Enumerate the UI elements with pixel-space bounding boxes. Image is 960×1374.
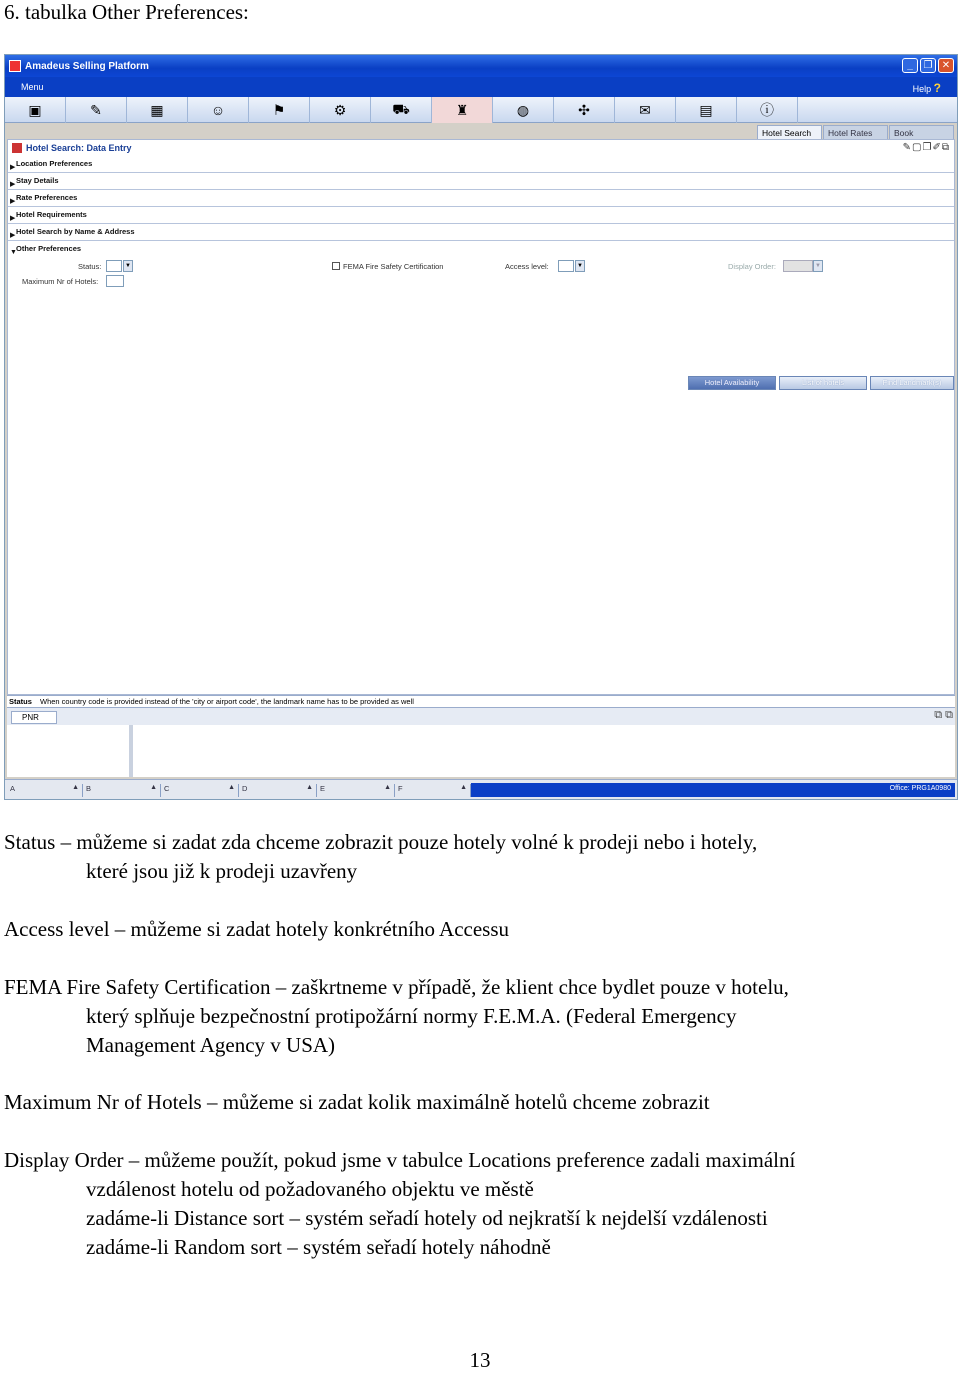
help-button[interactable]	[913, 81, 941, 95]
command-tab-label: D	[242, 784, 248, 793]
window-title: Amadeus Selling Platform	[25, 60, 149, 72]
help-question-icon: ?	[933, 81, 941, 95]
command-tab-label: E	[320, 784, 326, 793]
hotel-tabs	[757, 125, 954, 139]
wrench-icon[interactable]: ✐	[932, 142, 942, 153]
arrow-up-icon: ▲	[460, 784, 467, 791]
expand-window-icon[interactable]: ⧉	[945, 709, 953, 721]
arrow-up-icon: ▲	[306, 784, 313, 791]
close-icon[interactable]: ✕	[938, 58, 954, 73]
paragraph-line: který splňuje bezpečnostní protipožární normy F.E.M.A. (Federal Emergency	[86, 1004, 737, 1028]
command-tab-b[interactable]	[83, 784, 161, 797]
minimize-icon[interactable]: _	[902, 58, 918, 73]
paragraph-line: zadáme-li Random sort – systém seřadí hotely náhodně	[86, 1235, 551, 1259]
window-titlebar	[5, 55, 957, 77]
paragraph-line: FEMA Fire Safety Certification – zaškrtneme v případě, že klient chce bydlet pouze v hotelu,	[4, 975, 789, 999]
paragraph-line: Display Order – můžeme použít, pokud jsme v tabulce Locations preference zadali maximální	[4, 1148, 796, 1172]
menu-bar	[5, 77, 957, 97]
status-bar-label: Status	[9, 697, 32, 706]
find-landmarks-button[interactable]: Find Landmark(s)	[870, 376, 954, 390]
section-label: Location Preferences	[16, 159, 93, 168]
paragraph-line: Status – můžeme si zadat zda chceme zobrazit pouze hotely volné k prodeji nebo i hotely,	[4, 830, 758, 854]
hotel-search-panel	[7, 139, 955, 695]
notes-icon[interactable]: ✉	[615, 97, 676, 123]
puzzle-icon[interactable]: ✣	[554, 97, 615, 123]
list-of-hotels-button[interactable]: List of hotels	[779, 376, 867, 390]
status-label: Status:	[78, 262, 102, 271]
section-label: Other Preferences	[16, 244, 82, 253]
hotel-agent-icon[interactable]: ♜	[432, 97, 493, 123]
paragraph-status	[4, 828, 757, 886]
info-icon[interactable]: ⓘ	[737, 97, 798, 123]
section-rate-preferences[interactable]	[8, 190, 954, 207]
paragraph-line: vzdálenost hotelu od požadovaného objektu ve městě	[86, 1177, 534, 1201]
chevron-down-icon[interactable]: ▼	[813, 260, 823, 272]
status-bar	[7, 695, 955, 707]
booking-icon[interactable]: ⚑	[249, 97, 310, 123]
pnr-area	[7, 725, 955, 777]
status-dropdown[interactable]	[106, 260, 122, 272]
copy-icon[interactable]: ❐	[922, 142, 933, 153]
command-tab-a[interactable]	[7, 784, 83, 797]
arrow-up-icon: ▲	[150, 784, 157, 791]
new-window-icon[interactable]: ⧉	[941, 142, 950, 153]
tab-pnr[interactable]: PNR	[11, 711, 57, 724]
document-heading: 6. tabulka Other Preferences:	[4, 0, 249, 24]
menu-button[interactable]: Menu	[21, 82, 44, 92]
paragraph-line: Management Agency v USA)	[86, 1033, 336, 1057]
paragraph-line: zadáme-li Distance sort – systém seřadí hotely od nejkratší k nejdelší vzdálenosti	[86, 1206, 768, 1230]
fema-label: FEMA Fire Safety Certification	[343, 262, 444, 271]
section-label: Hotel Search by Name & Address	[16, 227, 135, 236]
pnr-splitter[interactable]	[129, 725, 133, 777]
paragraph-fema	[4, 973, 789, 1060]
panel-tool-icons	[903, 142, 950, 153]
command-tab-label: A	[10, 784, 16, 793]
office-id: Office: PRG1A0980	[889, 785, 951, 792]
access-level-dropdown[interactable]	[558, 260, 574, 272]
page-icon[interactable]: ▢	[912, 142, 923, 153]
command-tab-label: F	[398, 784, 403, 793]
command-bar	[5, 779, 957, 799]
help-label: Help	[912, 84, 932, 94]
person-icon[interactable]: ☺	[188, 97, 249, 123]
expand-arrow-icon: ▶	[10, 164, 16, 171]
panel-title-text: Hotel Search: Data Entry	[26, 143, 132, 153]
pnr-tools	[934, 709, 953, 722]
tab-book[interactable]: Book	[889, 125, 954, 139]
expand-arrow-icon: ▶	[10, 215, 16, 222]
cube-icon[interactable]: ▣	[5, 97, 66, 123]
app-logo-icon	[9, 60, 21, 72]
globe-icon[interactable]: ◍	[493, 97, 554, 123]
fema-checkbox[interactable]	[332, 262, 340, 270]
command-tab-f[interactable]	[395, 784, 471, 797]
panel-title	[8, 140, 954, 156]
command-tab-c[interactable]	[161, 784, 239, 797]
expand-arrow-icon: ▶	[10, 198, 16, 205]
display-order-label: Display Order:	[728, 262, 776, 271]
expand-arrow-icon: ▶	[10, 181, 16, 188]
tab-hotel-search[interactable]: Hotel Search	[757, 125, 822, 139]
section-hotel-requirements[interactable]	[8, 207, 954, 224]
paragraph-line: které jsou již k prodeji uzavřeny	[86, 859, 358, 883]
section-location-preferences[interactable]	[8, 156, 954, 173]
module-toolbar	[5, 97, 957, 123]
edit-icon[interactable]: ✎	[66, 97, 127, 123]
paragraph-access-level	[4, 915, 509, 944]
section-label: Rate Preferences	[16, 193, 78, 202]
restore-icon[interactable]: ❐	[920, 58, 936, 73]
hotel-search-icon	[12, 143, 22, 153]
document-icon[interactable]: ▤	[676, 97, 737, 123]
chevron-down-icon[interactable]: ▼	[575, 260, 585, 272]
tab-hotel-rates[interactable]: Hotel Rates	[823, 125, 888, 139]
max-hotels-label: Maximum Nr of Hotels:	[22, 277, 99, 286]
command-tab-d[interactable]	[239, 784, 317, 797]
expand-arrow-icon: ▶	[10, 232, 16, 239]
display-order-dropdown[interactable]	[783, 260, 813, 272]
arrow-up-icon: ▲	[384, 784, 391, 791]
status-bar-message: When country code is provided instead of the 'city or airport code', the landmark name has to be provided as well	[40, 697, 414, 706]
access-level-label: Access level:	[505, 262, 549, 271]
command-tab-e[interactable]	[317, 784, 395, 797]
page-number: 13	[469, 1348, 491, 1372]
gear-icon[interactable]: ⚙	[310, 97, 371, 123]
command-tab-label: B	[86, 784, 92, 793]
arrow-up-icon: ▲	[228, 784, 235, 791]
section-stay-details[interactable]	[8, 173, 954, 190]
chevron-down-icon[interactable]: ▼	[123, 260, 133, 272]
pencil-icon[interactable]: ✎	[902, 142, 913, 153]
pnr-tabbar	[7, 707, 955, 725]
hotel-availability-button[interactable]: Hotel Availability	[688, 376, 776, 390]
command-tab-label: C	[164, 784, 170, 793]
paragraph-max-hotels	[4, 1088, 710, 1117]
section-other-preferences[interactable]	[8, 241, 954, 258]
app-screenshot	[4, 54, 958, 800]
office-strip	[471, 783, 955, 797]
paragraph-display-order	[4, 1146, 795, 1262]
arrow-up-icon: ▲	[72, 784, 79, 791]
section-label: Hotel Requirements	[16, 210, 87, 219]
section-hotel-search-by-name[interactable]	[8, 224, 954, 241]
collapse-arrow-icon: ▼	[10, 249, 17, 256]
spreadsheet-icon[interactable]: ▦	[127, 97, 188, 123]
max-hotels-input[interactable]	[106, 275, 124, 287]
new-window-icon[interactable]: ⧉	[934, 709, 943, 721]
paragraph-line: Maximum Nr of Hotels – můžeme si zadat kolik maximálně hotelů chceme zobrazit	[4, 1090, 710, 1114]
section-label: Stay Details	[16, 176, 59, 185]
paragraph-line: Access level – můžeme si zadat hotely konkrétního Accessu	[4, 917, 510, 941]
car-icon[interactable]: ⛟	[371, 97, 432, 123]
